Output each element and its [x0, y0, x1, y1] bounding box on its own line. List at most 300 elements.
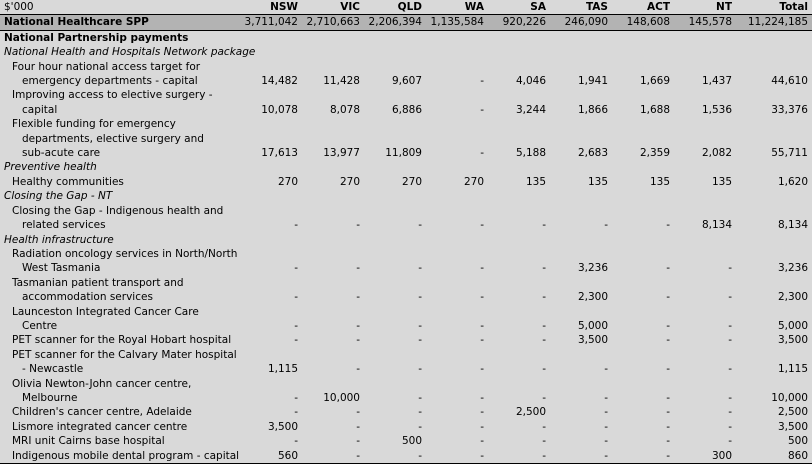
- table-header-row: [0, 0, 812, 15]
- cell-act: -: [666, 391, 670, 404]
- cell-tas: -: [604, 363, 608, 376]
- cell-tas: [550, 60, 612, 74]
- cell-vic: 270: [339, 175, 360, 188]
- cell-nt: -: [728, 262, 732, 275]
- cell-sa: -: [542, 420, 546, 433]
- cell-nt: -: [728, 334, 732, 347]
- cell-wa: -: [480, 291, 484, 304]
- cell-act: 135: [649, 175, 670, 188]
- cell-vic: [302, 276, 364, 290]
- cell-total: 500: [787, 435, 808, 448]
- table-row: [0, 204, 812, 218]
- cell-sa: 2,500: [515, 406, 546, 419]
- cell-vic: 13,977: [323, 147, 360, 160]
- row-label: Children's cancer centre, Adelaide: [12, 406, 192, 419]
- cell-nt: [674, 276, 736, 290]
- cell-nt: [674, 204, 736, 218]
- cell-total: 3,236: [777, 262, 808, 275]
- cell-tas: 3,500: [577, 334, 608, 347]
- cell-nsw: [240, 247, 302, 261]
- cell-qld: [364, 189, 426, 203]
- cell-total: [736, 305, 812, 319]
- cell-total: 3,500: [777, 334, 808, 347]
- cell-wa: -: [480, 334, 484, 347]
- cell-total: [736, 45, 812, 59]
- cell-act: -: [666, 219, 670, 232]
- cell-act: -: [666, 363, 670, 376]
- total-row: [0, 15, 812, 30]
- cell-wa: -: [480, 391, 484, 404]
- subsection-row: [0, 189, 812, 203]
- cell-sa: -: [542, 262, 546, 275]
- cell-wa: [426, 204, 488, 218]
- cell-total: 2,300: [777, 291, 808, 304]
- cell-qld: [364, 276, 426, 290]
- cell-vic: -: [356, 435, 360, 448]
- cell-wa: -: [480, 103, 484, 116]
- cell-nt: [674, 233, 736, 247]
- cell-wa: [426, 247, 488, 261]
- cell-qld: 500: [401, 435, 422, 448]
- cell-total: 1,115: [777, 363, 808, 376]
- cell-wa: [426, 377, 488, 391]
- cell-nsw: -: [294, 334, 298, 347]
- cell-wa: [426, 305, 488, 319]
- cell-vic: -: [356, 334, 360, 347]
- cell-total: [736, 88, 812, 102]
- cell-total: [736, 348, 812, 362]
- cell-sa: [488, 160, 550, 174]
- cell-total: [736, 189, 812, 203]
- table-row: [0, 333, 812, 347]
- cell-vic: [302, 117, 364, 131]
- cell-nt: -: [728, 363, 732, 376]
- cell-nt: -: [728, 406, 732, 419]
- table-row: [0, 60, 812, 74]
- cell-nt: 135: [711, 175, 732, 188]
- cell-qld: [364, 160, 426, 174]
- cell-qld: -: [418, 262, 422, 275]
- cell-vic: -: [356, 406, 360, 419]
- cell-wa: -: [480, 406, 484, 419]
- cell-wa: -: [426, 449, 488, 464]
- cell-nsw: [240, 276, 302, 290]
- cell-sa: [488, 204, 550, 218]
- cell-qld: [364, 60, 426, 74]
- subsection-row: [0, 233, 812, 247]
- cell-qld: 11,809: [385, 147, 422, 160]
- cell-nt: -: [728, 435, 732, 448]
- cell-nt: [674, 189, 736, 203]
- cell-vic: [302, 377, 364, 391]
- row-label: Tasmanian patient transport and: [12, 276, 184, 289]
- cell-vic: -: [356, 219, 360, 232]
- cell-qld: 6,886: [391, 103, 422, 116]
- cell-nt: 1,437: [701, 75, 732, 88]
- cell-act: [612, 189, 674, 203]
- cell-nsw: 17,613: [261, 147, 298, 160]
- column-header-tas: TAS: [550, 0, 612, 15]
- cell-nsw: [240, 30, 302, 45]
- cell-nt: [674, 88, 736, 102]
- table-row: [0, 146, 812, 160]
- cell-nt: [674, 247, 736, 261]
- table-body: [0, 15, 812, 464]
- cell-nsw: [240, 233, 302, 247]
- cell-tas: -: [604, 406, 608, 419]
- cell-nsw: [240, 204, 302, 218]
- cell-total: [736, 377, 812, 391]
- cell-sa: [488, 132, 550, 146]
- cell-act: 1,688: [639, 103, 670, 116]
- cell-sa: -: [542, 219, 546, 232]
- row-label: - Newcastle: [22, 363, 84, 376]
- cell-qld: -: [364, 449, 426, 464]
- column-header-qld: QLD: [364, 0, 426, 15]
- cell-nsw: -: [294, 291, 298, 304]
- cell-nsw: [240, 60, 302, 74]
- cell-tas: [550, 348, 612, 362]
- table-row: [0, 290, 812, 304]
- cell-qld: -: [418, 219, 422, 232]
- cell-tas: [550, 132, 612, 146]
- row-label: Four hour national access target for: [12, 60, 201, 73]
- cell-nsw: 270: [277, 175, 298, 188]
- cell-total: [736, 132, 812, 146]
- cell-vic: [302, 88, 364, 102]
- cell-sa: -: [542, 435, 546, 448]
- cell-nt: [674, 132, 736, 146]
- cell-total: [736, 233, 812, 247]
- table-row: [0, 362, 812, 376]
- cell-sa: -: [542, 334, 546, 347]
- table-row: [0, 103, 812, 117]
- column-header-vic: VIC: [302, 0, 364, 15]
- cell-sa: 135: [525, 175, 546, 188]
- cell-sa: [488, 247, 550, 261]
- cell-total: 860: [736, 449, 812, 464]
- row-label: emergency departments - capital: [22, 75, 198, 88]
- cell-qld: [364, 132, 426, 146]
- row-label: National Partnership payments: [4, 31, 189, 44]
- cell-total: 3,500: [777, 420, 808, 433]
- subsection-row: [0, 160, 812, 174]
- cell-sa: [488, 305, 550, 319]
- cell-tas: 3,236: [577, 262, 608, 275]
- cell-vic: [302, 189, 364, 203]
- cell-act: [612, 45, 674, 59]
- cell-vic: [302, 30, 364, 45]
- cell-tas: 5,000: [577, 319, 608, 332]
- cell-sa: [488, 348, 550, 362]
- cell-act: -: [666, 291, 670, 304]
- cell-act: [612, 160, 674, 174]
- cell-vic: [302, 160, 364, 174]
- cell-act: [612, 377, 674, 391]
- cell-sa: [488, 88, 550, 102]
- unit-label: $'000: [0, 0, 240, 15]
- cell-vic: [302, 247, 364, 261]
- row-label: Preventive health: [4, 161, 97, 174]
- cell-sa: 920,226: [488, 15, 550, 30]
- cell-nt: [674, 30, 736, 45]
- row-label: Lismore integrated cancer centre: [12, 420, 188, 433]
- row-label: National Health and Hospitals Network package: [4, 46, 256, 59]
- cell-nt: -: [728, 291, 732, 304]
- table-row: [0, 420, 812, 434]
- row-label: Healthy communities: [12, 175, 124, 188]
- cell-total: [736, 30, 812, 45]
- cell-wa: -: [480, 75, 484, 88]
- cell-sa: [488, 276, 550, 290]
- cell-nsw: [240, 88, 302, 102]
- cell-vic: -: [356, 262, 360, 275]
- column-header-total: Total: [736, 0, 812, 15]
- cell-nt: [674, 45, 736, 59]
- section-row: [0, 30, 812, 45]
- row-label: Launceston Integrated Cancer Care: [12, 305, 199, 318]
- cell-act: 148,608: [612, 15, 674, 30]
- table-row: [0, 391, 812, 405]
- row-label: MRI unit Cairns base hospital: [12, 435, 165, 448]
- cell-sa: [488, 233, 550, 247]
- cell-qld: -: [418, 420, 422, 433]
- cell-nt: [674, 160, 736, 174]
- cell-act: [612, 276, 674, 290]
- cell-act: -: [666, 406, 670, 419]
- cell-nsw: [240, 132, 302, 146]
- cell-qld: [364, 305, 426, 319]
- cell-tas: [550, 189, 612, 203]
- table-row: [0, 132, 812, 146]
- table-row: [0, 74, 812, 88]
- cell-vic: -: [356, 319, 360, 332]
- table-row: [0, 247, 812, 261]
- cell-vic: 11,428: [323, 75, 360, 88]
- cell-nsw: [240, 189, 302, 203]
- cell-nsw: 3,711,042: [240, 15, 302, 30]
- cell-tas: 2,300: [577, 291, 608, 304]
- cell-wa: [426, 348, 488, 362]
- cell-qld: [364, 233, 426, 247]
- row-label: Melbourne: [22, 391, 78, 404]
- cell-wa: -: [480, 319, 484, 332]
- cell-qld: [364, 247, 426, 261]
- cell-nsw: -: [294, 262, 298, 275]
- cell-qld: [364, 45, 426, 59]
- cell-act: [612, 60, 674, 74]
- cell-qld: [364, 348, 426, 362]
- row-label: Indigenous mobile dental program - capital: [0, 449, 240, 464]
- cell-sa: [488, 117, 550, 131]
- cell-tas: 1,941: [577, 75, 608, 88]
- cell-nsw: 3,500: [267, 420, 298, 433]
- cell-sa: -: [542, 391, 546, 404]
- cell-vic: -: [356, 420, 360, 433]
- cell-vic: 2,710,663: [302, 15, 364, 30]
- row-label: related services: [22, 219, 106, 232]
- cell-nsw: 1,115: [267, 363, 298, 376]
- table-row: [0, 434, 812, 448]
- cell-tas: -: [550, 449, 612, 464]
- row-label: Closing the Gap - Indigenous health and: [12, 204, 224, 217]
- cell-tas: 246,090: [550, 15, 612, 30]
- cell-tas: [550, 377, 612, 391]
- cell-nsw: 14,482: [261, 75, 298, 88]
- cell-sa: 4,046: [515, 75, 546, 88]
- cell-wa: -: [480, 435, 484, 448]
- cell-total: [736, 117, 812, 131]
- cell-wa: -: [480, 219, 484, 232]
- cell-nsw: [240, 117, 302, 131]
- cell-vic: -: [302, 449, 364, 464]
- cell-vic: -: [356, 363, 360, 376]
- cell-qld: -: [418, 391, 422, 404]
- cell-act: [612, 305, 674, 319]
- cell-act: [612, 117, 674, 131]
- cell-nt: -: [728, 319, 732, 332]
- column-header-sa: SA: [488, 0, 550, 15]
- cell-wa: 270: [463, 175, 484, 188]
- row-label: departments, elective surgery and: [22, 132, 204, 145]
- cell-tas: -: [604, 391, 608, 404]
- cell-act: [612, 30, 674, 45]
- cell-act: [612, 88, 674, 102]
- table-row: [0, 218, 812, 232]
- subsection-row: [0, 45, 812, 59]
- cell-nt: 8,134: [701, 219, 732, 232]
- cell-act: -: [666, 420, 670, 433]
- cell-nsw: [240, 160, 302, 174]
- cell-total: [736, 60, 812, 74]
- cell-tas: [550, 247, 612, 261]
- row-label: Radiation oncology services in North/North: [12, 247, 238, 260]
- cell-act: 2,359: [639, 147, 670, 160]
- cell-total: 1,620: [777, 175, 808, 188]
- row-label: Closing the Gap - NT: [4, 190, 113, 203]
- cell-qld: 9,607: [391, 75, 422, 88]
- cell-act: -: [666, 334, 670, 347]
- cell-nt: [674, 348, 736, 362]
- cell-qld: [364, 30, 426, 45]
- table-row: [0, 348, 812, 362]
- cell-sa: 3,244: [515, 103, 546, 116]
- cell-wa: [426, 132, 488, 146]
- cell-vic: [302, 348, 364, 362]
- column-header-wa: WA: [426, 0, 488, 15]
- cell-act: [612, 132, 674, 146]
- cell-nt: 1,536: [701, 103, 732, 116]
- cell-act: [612, 247, 674, 261]
- table-row: [0, 88, 812, 102]
- cell-act: -: [666, 262, 670, 275]
- cell-act: [612, 233, 674, 247]
- cell-sa: -: [542, 319, 546, 332]
- cell-nsw: [240, 377, 302, 391]
- cell-nsw: -: [294, 219, 298, 232]
- cell-vic: -: [356, 291, 360, 304]
- cell-vic: [302, 204, 364, 218]
- cell-nsw: -: [294, 435, 298, 448]
- cell-vic: [302, 45, 364, 59]
- cell-wa: -: [480, 147, 484, 160]
- row-label: Flexible funding for emergency: [12, 118, 176, 131]
- cell-nt: 145,578: [674, 15, 736, 30]
- cell-qld: -: [418, 406, 422, 419]
- cell-sa: -: [542, 291, 546, 304]
- cell-sa: [488, 45, 550, 59]
- cell-tas: -: [604, 219, 608, 232]
- cell-total: [736, 160, 812, 174]
- cell-total: [736, 276, 812, 290]
- cell-nsw: -: [294, 319, 298, 332]
- cell-vic: [302, 233, 364, 247]
- cell-total: 44,610: [771, 75, 808, 88]
- cell-act: -: [612, 449, 674, 464]
- cell-total: 55,711: [771, 147, 808, 160]
- cell-wa: [426, 276, 488, 290]
- cell-sa: [488, 377, 550, 391]
- cell-sa: [488, 30, 550, 45]
- cell-nsw: [240, 348, 302, 362]
- cell-nt: 300: [674, 449, 736, 464]
- cell-wa: [426, 117, 488, 131]
- row-label: sub-acute care: [22, 147, 101, 160]
- cell-total: 10,000: [771, 391, 808, 404]
- cell-tas: [550, 204, 612, 218]
- cell-wa: [426, 30, 488, 45]
- cell-nt: 2,082: [701, 147, 732, 160]
- column-header-nsw: NSW: [240, 0, 302, 15]
- cell-sa: -: [488, 449, 550, 464]
- table-row: [0, 117, 812, 131]
- row-label: West Tasmania: [22, 262, 101, 275]
- cell-wa: [426, 60, 488, 74]
- row-label: PET scanner for the Calvary Mater hospital: [12, 348, 237, 361]
- cell-nt: [674, 305, 736, 319]
- cell-nt: -: [728, 420, 732, 433]
- table-row: [0, 319, 812, 333]
- cell-total: 5,000: [777, 319, 808, 332]
- cell-wa: -: [480, 363, 484, 376]
- cell-total: [736, 204, 812, 218]
- cell-wa: [426, 88, 488, 102]
- table-row: [0, 261, 812, 275]
- cell-tas: [550, 276, 612, 290]
- cell-total: 33,376: [771, 103, 808, 116]
- cell-nsw: -: [294, 406, 298, 419]
- cell-nsw: [240, 305, 302, 319]
- cell-wa: [426, 160, 488, 174]
- cell-nsw: -: [294, 391, 298, 404]
- cell-wa: -: [480, 262, 484, 275]
- cell-nsw: 10,078: [261, 103, 298, 116]
- cell-tas: 135: [587, 175, 608, 188]
- table-row: [0, 276, 812, 290]
- cell-wa: -: [480, 420, 484, 433]
- cell-act: [612, 204, 674, 218]
- cell-sa: [488, 189, 550, 203]
- cell-qld: -: [418, 319, 422, 332]
- cell-wa: [426, 189, 488, 203]
- cell-total: 8,134: [777, 219, 808, 232]
- cell-nt: [674, 60, 736, 74]
- cell-vic: [302, 60, 364, 74]
- cell-qld: [364, 377, 426, 391]
- row-label: Improving access to elective surgery -: [12, 89, 213, 102]
- cell-act: -: [666, 435, 670, 448]
- row-label: accommodation services: [22, 291, 153, 304]
